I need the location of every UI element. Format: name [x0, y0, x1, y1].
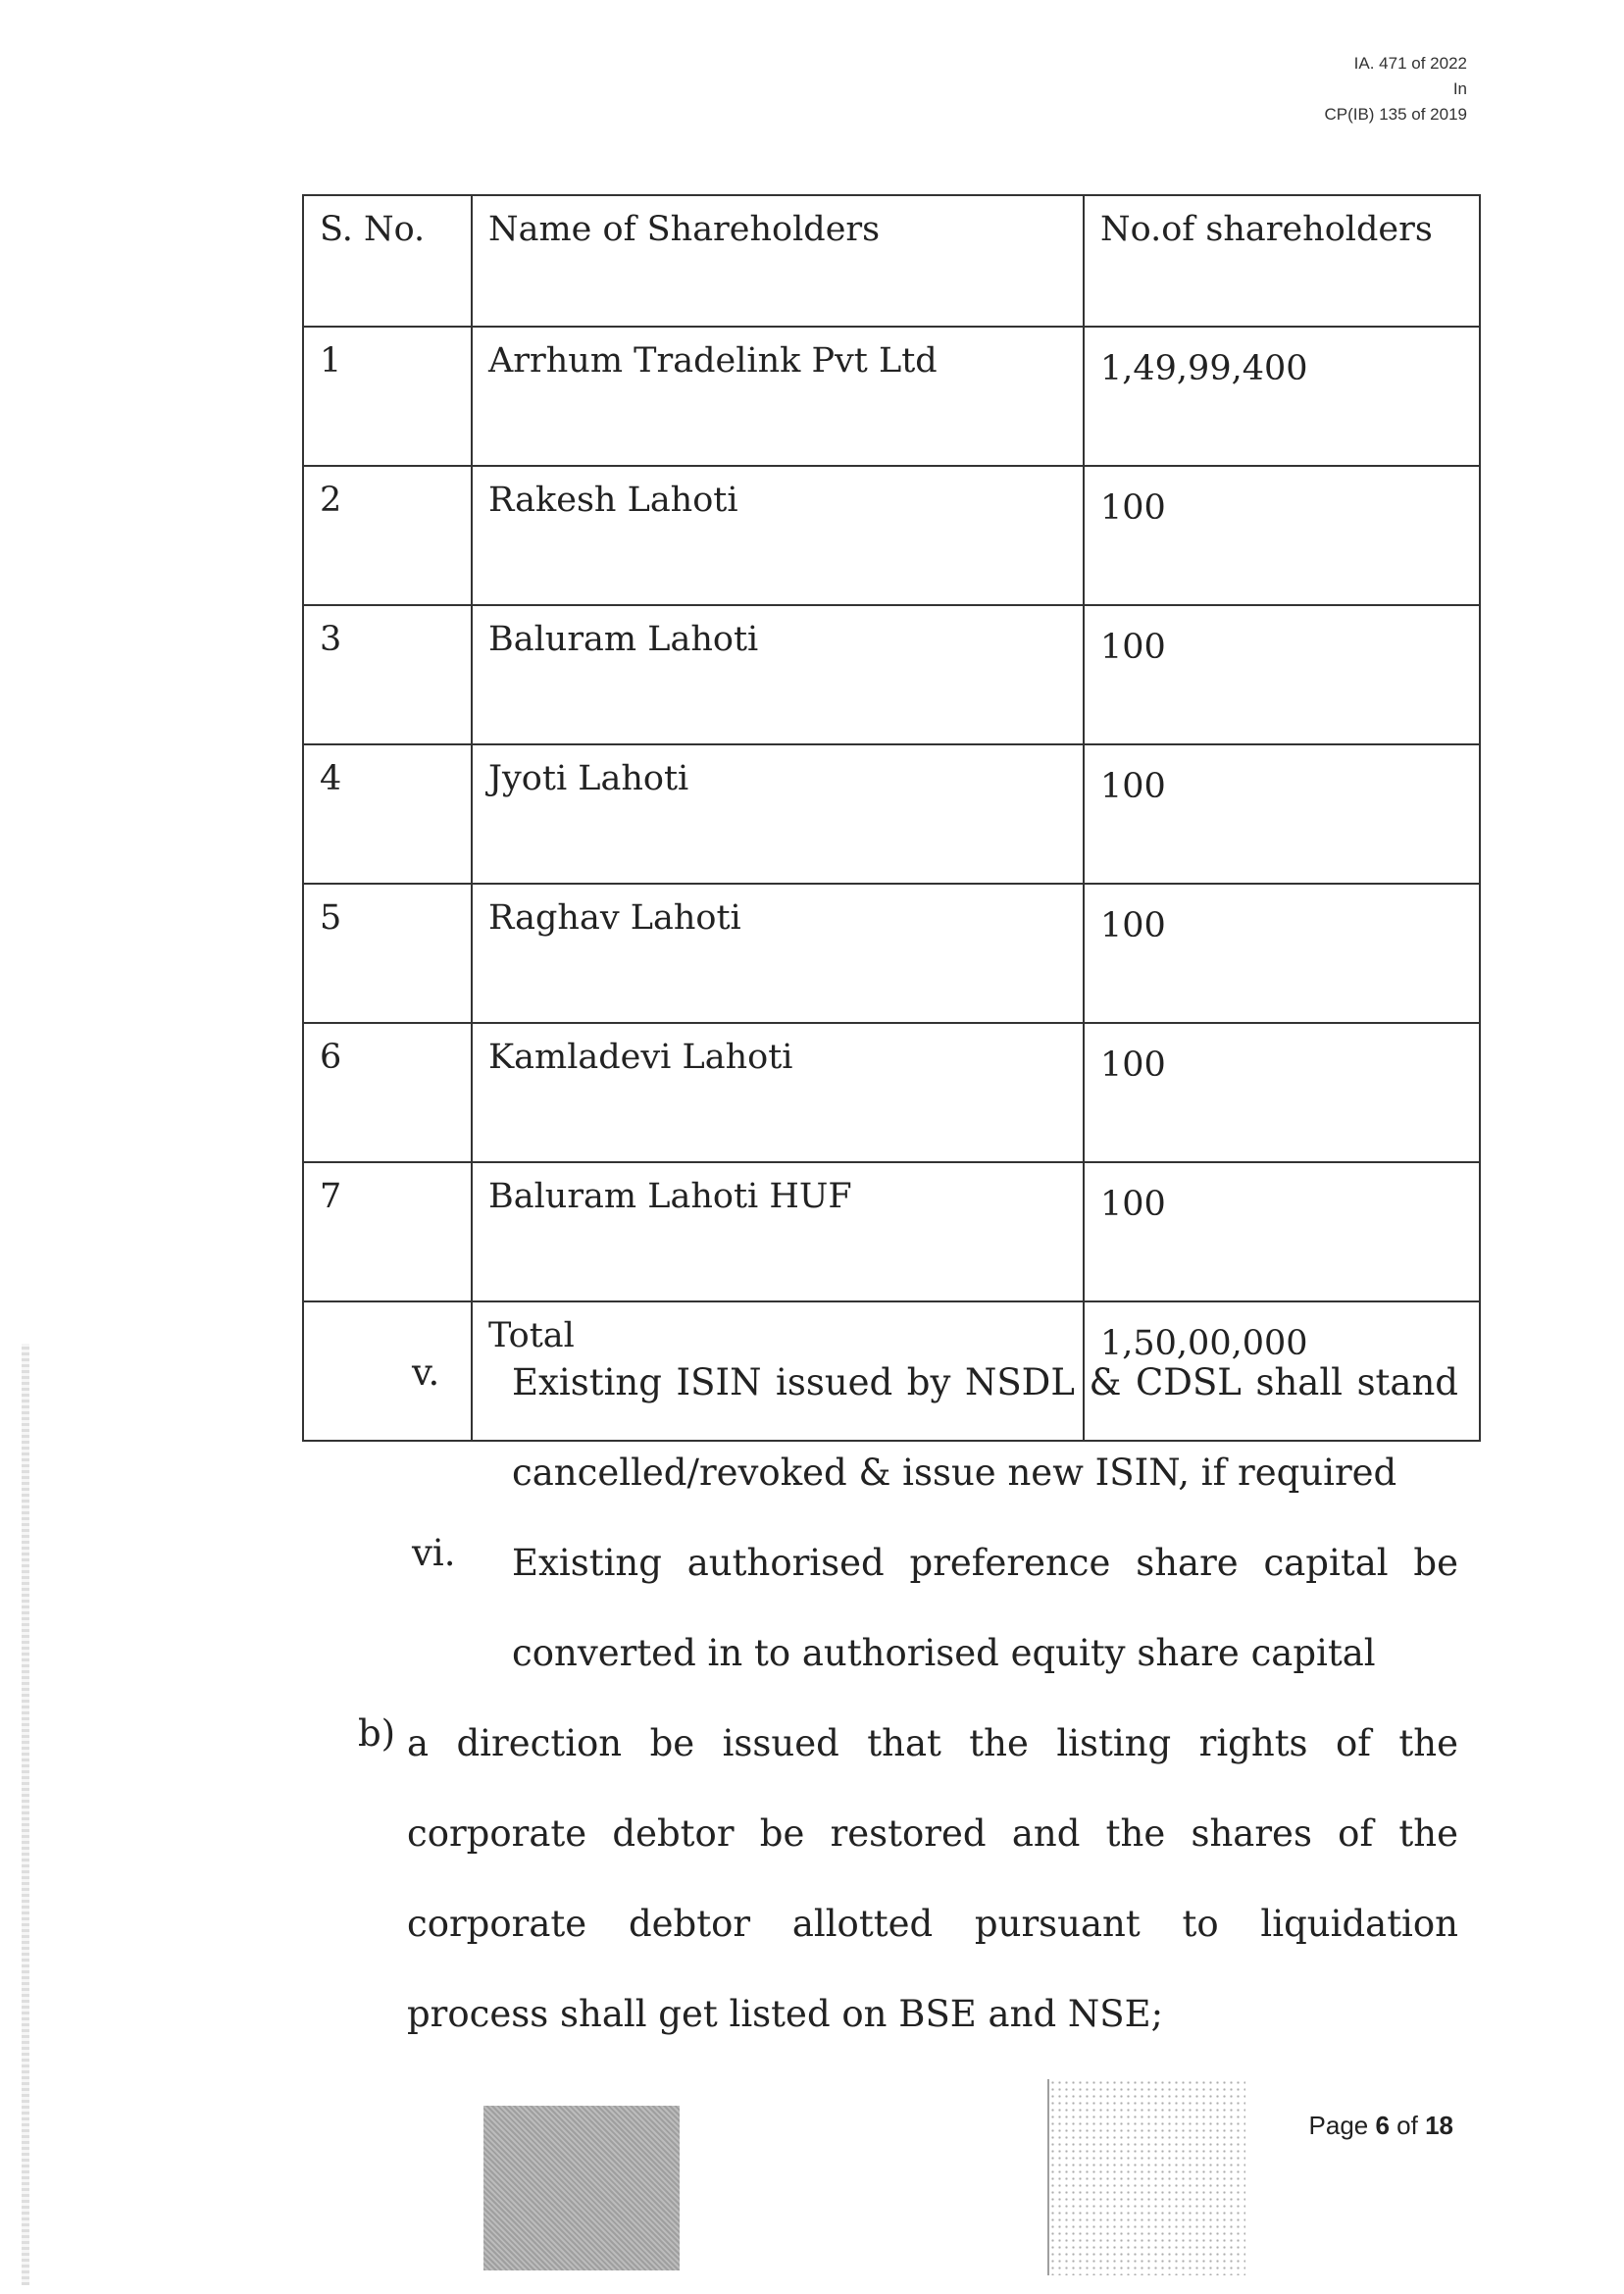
paragraph-item-b: a direction be issued that the listing rights of the corporate debtor be restored and the shares of the corporate debtor allotted pursuant to liquidation process shall get listed on BSE and NSE;	[407, 1722, 1458, 2035]
cell-sno: 6	[303, 1023, 472, 1162]
table-row	[303, 1162, 1480, 1301]
case-reference-line2: In	[1452, 79, 1467, 98]
page-number	[1309, 2111, 1453, 2141]
cell-name: Arrhum Tradelink Pvt Ltd	[472, 327, 1084, 466]
cell-count: 100	[1084, 1023, 1480, 1162]
paragraph-item-v: Existing ISIN issued by NSDL & CDSL shall stand cancelled/revoked & issue new ISIN, if required	[512, 1361, 1458, 1494]
cell-count: 100	[1084, 466, 1480, 605]
cell-count: 100	[1084, 744, 1480, 884]
page-total: 18	[1425, 2111, 1453, 2140]
cell-sno: 5	[303, 884, 472, 1023]
table-row	[303, 1023, 1480, 1162]
column-header-sno: S. No.	[303, 195, 472, 327]
list-marker-vi: vi.	[412, 1532, 456, 1574]
cell-name: Baluram Lahoti	[472, 605, 1084, 744]
cell-name: Jyoti Lahoti	[472, 744, 1084, 884]
case-reference-line3: CP(IB) 135 of 2019	[1324, 105, 1467, 124]
page-prefix: Page	[1308, 2111, 1376, 2140]
cell-count: 100	[1084, 605, 1480, 744]
list-marker-v: v.	[412, 1351, 440, 1394]
table-row	[303, 884, 1480, 1023]
cell-total-count: 1,50,00,000	[1084, 1301, 1480, 1441]
official-stamp	[483, 2106, 680, 2270]
cell-sno: 2	[303, 466, 472, 605]
table-row	[303, 327, 1480, 466]
table-row	[303, 744, 1480, 884]
column-header-name: Name of Shareholders	[472, 195, 1084, 327]
shareholders-table	[302, 194, 1481, 1442]
cell-name: Rakesh Lahoti	[472, 466, 1084, 605]
cell-name: Kamladevi Lahoti	[472, 1023, 1084, 1162]
table-header-row	[303, 195, 1480, 327]
cell-count: 100	[1084, 1162, 1480, 1301]
cell-name: Baluram Lahoti HUF	[472, 1162, 1084, 1301]
cell-sno: 4	[303, 744, 472, 884]
case-reference-line1: IA. 471 of 2022	[1353, 54, 1467, 73]
cell-count: 1,49,99,400	[1084, 327, 1480, 466]
table-row	[303, 466, 1480, 605]
scan-edge-mark	[22, 1344, 29, 2285]
signature-mark	[1047, 2079, 1245, 2275]
cell-name: Raghav Lahoti	[472, 884, 1084, 1023]
cell-sno: 7	[303, 1162, 472, 1301]
table-row	[303, 605, 1480, 744]
page-current: 6	[1375, 2111, 1390, 2140]
cell-sno: 1	[303, 327, 472, 466]
page-mid: of	[1389, 2111, 1426, 2140]
list-marker-b: b)	[358, 1712, 396, 1755]
case-reference	[1173, 51, 1467, 127]
cell-count: 100	[1084, 884, 1480, 1023]
paragraph-item-vi: Existing authorised preference share capital be converted in to authorised equity share capital	[512, 1542, 1458, 1674]
column-header-count: No.of shareholders	[1084, 195, 1480, 327]
cell-total-label: Total	[472, 1301, 1084, 1441]
cell-sno: 3	[303, 605, 472, 744]
